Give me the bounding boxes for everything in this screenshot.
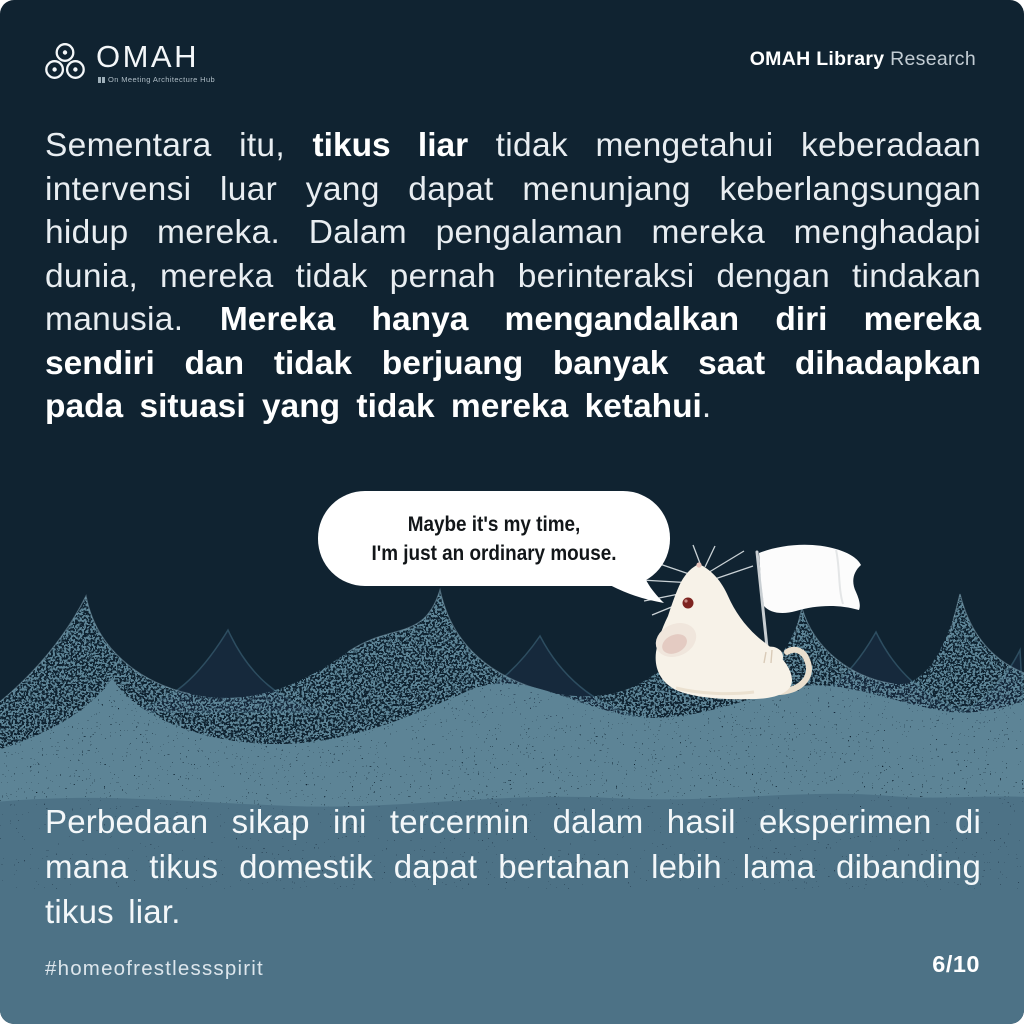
logo-tagline <box>98 75 215 84</box>
header-logo-group <box>42 40 215 86</box>
omah-trefoil-icon <box>42 40 88 86</box>
page-indicator: 6/10 <box>932 951 980 977</box>
mouse-nose <box>696 562 701 567</box>
mouse-eye <box>683 598 694 609</box>
logo-tagline-text: On Meeting Architecture Hub <box>108 75 216 84</box>
footer-hashtag: #homeofrestlessspirit <box>45 957 264 980</box>
logo-text-column <box>96 40 215 84</box>
bottom-paragraph: Perbedaan sikap ini tercermin dalam hasil eksperimen di mana tikus domestik dapat bertahan lebih lama dibanding tikus liar. <box>45 803 981 930</box>
mouse-eye-highlight <box>684 599 687 602</box>
brand-name: OMAH Library <box>749 48 885 70</box>
brand-line <box>750 48 976 71</box>
bubble-line-2: I'm just an ordinary mouse. <box>371 542 617 565</box>
logo-wordmark: OMAH <box>96 39 199 74</box>
bubble-line-1: Maybe it's my time, <box>407 513 581 536</box>
main-paragraph: Sementara itu, tikus liar tidak mengetahui keberadaan intervensi luar yang dapat menunjang keberlangsungan hidup mereka. Dalam pengalaman mereka menghadapi dunia, mereka tidak pernah berinteraksi dengan tindakan manusia. Mereka hanya mengandalkan diri mereka sendiri dan tidak berjuang banyak saat dihadapkan pada situasi yang tidak mereka ketahui. <box>45 127 982 425</box>
tagline-mark-icon <box>98 77 105 83</box>
brand-suffix: Research <box>890 48 976 70</box>
flag-cloth <box>759 545 861 613</box>
speech-bubble-text <box>336 492 653 586</box>
